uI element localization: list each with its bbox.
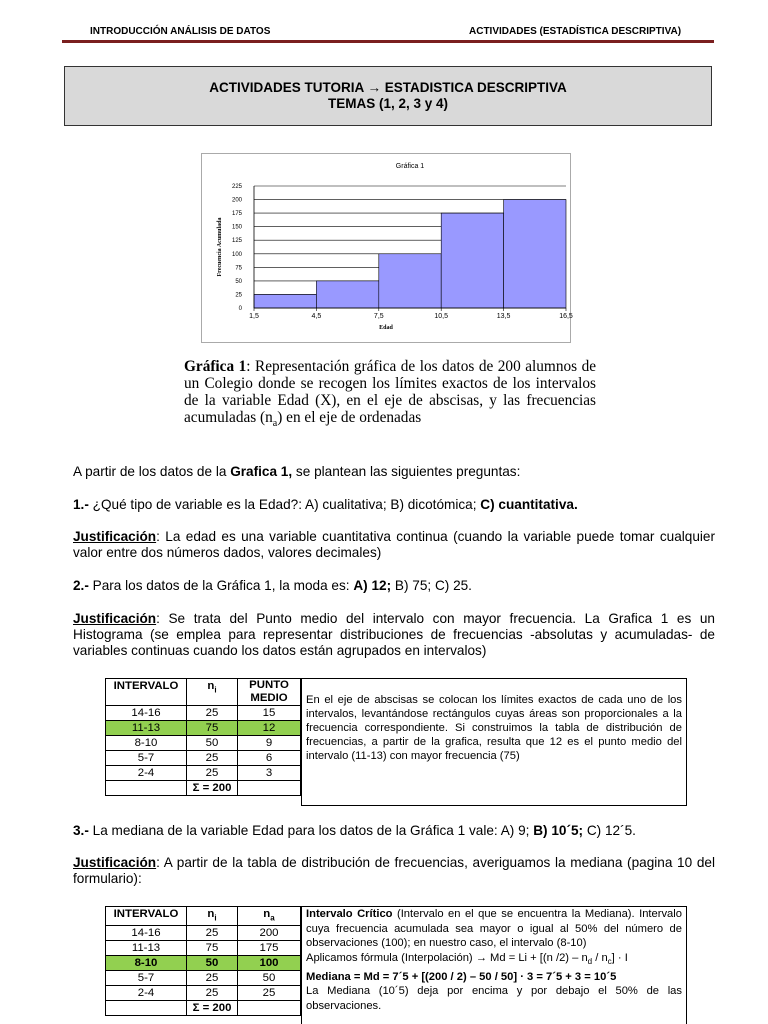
note-critical-interval bbox=[306, 907, 682, 951]
table-row bbox=[106, 926, 301, 941]
j3-label: Justificación bbox=[73, 855, 157, 870]
q3-text: La mediana de la variable Edad para los datos de la Gráfica 1 vale: A) 9; bbox=[88, 823, 534, 838]
chart-frame bbox=[201, 153, 571, 343]
header-na-label: n bbox=[263, 908, 271, 920]
cell: 100 bbox=[238, 956, 301, 971]
cell: 6 bbox=[238, 751, 301, 766]
cell-empty bbox=[238, 1001, 301, 1016]
cell: 25 bbox=[187, 766, 238, 781]
x-tick-label: 16,5 bbox=[559, 313, 573, 320]
justification-1 bbox=[73, 529, 715, 561]
question-3 bbox=[73, 823, 715, 839]
q3-answer: B) 10´5; bbox=[533, 823, 584, 838]
cell-empty bbox=[238, 781, 301, 796]
x-tick-label: 4,5 bbox=[311, 313, 322, 320]
cell: 8-10 bbox=[106, 956, 187, 971]
cell: 15 bbox=[238, 706, 301, 721]
y-tick-label: 100 bbox=[231, 251, 242, 258]
histogram-bar bbox=[316, 281, 378, 308]
intro-paragraph bbox=[73, 464, 715, 480]
caption-label: Gráfica 1 bbox=[184, 358, 247, 375]
chart-title: Gráfica 1 bbox=[395, 163, 425, 170]
cell: 25 bbox=[187, 971, 238, 986]
table-row bbox=[106, 986, 301, 1001]
cell: 2-4 bbox=[106, 766, 187, 781]
table-total-row bbox=[106, 1001, 301, 1016]
table-row bbox=[106, 971, 301, 986]
cell: 25 bbox=[187, 751, 238, 766]
cell: 8-10 bbox=[106, 736, 187, 751]
cell: 200 bbox=[238, 926, 301, 941]
histogram-bar bbox=[254, 294, 316, 308]
q2-answer: A) 12; bbox=[353, 578, 392, 593]
q3-number: 3.- bbox=[73, 823, 89, 838]
y-tick-label: 50 bbox=[235, 278, 242, 285]
question-1 bbox=[73, 497, 715, 513]
total-cell: Σ = 200 bbox=[187, 1001, 238, 1016]
table-row bbox=[106, 766, 301, 781]
header-right: ACTIVIDADES (ESTADÍSTICA DESCRIPTIVA) bbox=[469, 26, 682, 37]
cell: 25 bbox=[187, 706, 238, 721]
cell: 50 bbox=[238, 971, 301, 986]
note-conclusion: La Mediana (10´5) deja por encima y por debajo el 50% de las observaciones. bbox=[306, 985, 682, 1012]
header-na bbox=[238, 907, 301, 926]
caption-sub: a bbox=[272, 418, 278, 430]
cell: 175 bbox=[238, 941, 301, 956]
table-row bbox=[106, 941, 301, 956]
y-tick-label: 150 bbox=[231, 224, 242, 231]
cell-empty bbox=[106, 781, 187, 796]
cell: 14-16 bbox=[106, 926, 187, 941]
cell: 5-7 bbox=[106, 971, 187, 986]
x-tick-label: 7,5 bbox=[373, 313, 384, 320]
intro-bold: Grafica 1, bbox=[230, 464, 293, 479]
y-tick-label: 225 bbox=[231, 184, 242, 190]
note-sub-c: c bbox=[607, 957, 612, 967]
table-row-highlight bbox=[106, 721, 301, 736]
y-tick-label: 25 bbox=[235, 292, 242, 299]
q2-rest: B) 75; C) 25. bbox=[391, 578, 472, 593]
y-tick-label: 125 bbox=[231, 238, 242, 245]
x-axis-label: Edad bbox=[379, 325, 393, 331]
header-ni-label: n bbox=[207, 908, 215, 920]
y-tick-label: 175 bbox=[231, 211, 242, 218]
note-text-2-end: ] · I bbox=[611, 951, 628, 964]
q1-text: ¿Qué tipo de variable es la Edad?: A) cualitativa; B) dicotómica; bbox=[88, 497, 481, 512]
q2-text: Para los datos de la Gráfica 1, la moda es: bbox=[88, 578, 354, 593]
table-row bbox=[106, 706, 301, 721]
note-median-result bbox=[306, 970, 682, 985]
note-formula bbox=[306, 951, 682, 970]
note-sub-d: d bbox=[587, 957, 593, 967]
header-ni bbox=[187, 907, 238, 926]
header-ni-sub: i bbox=[214, 685, 217, 695]
header-intervalo: INTERVALO bbox=[106, 679, 187, 706]
j1-text: : La edad es una variable cuantitativa continua (cuando la variable puede tomar cualquier valor entre dos números dados, valores decimales) bbox=[73, 529, 715, 560]
cell: 50 bbox=[187, 736, 238, 751]
title-box bbox=[64, 66, 712, 126]
q2-number: 2.- bbox=[73, 578, 89, 593]
header-na-sub: a bbox=[270, 913, 275, 923]
table-row-highlight bbox=[106, 956, 301, 971]
cell: 25 bbox=[187, 986, 238, 1001]
title-line-2: TEMAS (1, 2, 3 y 4) bbox=[327, 96, 449, 111]
cell: 25 bbox=[238, 986, 301, 1001]
j1-label: Justificación bbox=[73, 529, 157, 544]
justification-3 bbox=[73, 855, 715, 887]
histogram-bar bbox=[441, 213, 503, 308]
table-total-row bbox=[106, 781, 301, 796]
note-text-1: (Intervalo en el que se encuentra la Mediana). Intervalo cuya frecuencia acumulada sea mayor o igual al 50% del número de observaciones (100); en nuestro caso, el intervalo (8-10) bbox=[306, 908, 682, 950]
cell: 5-7 bbox=[106, 751, 187, 766]
cell: 2-4 bbox=[106, 986, 187, 1001]
cell-empty bbox=[106, 1001, 187, 1016]
q1-number: 1.- bbox=[73, 497, 89, 512]
cell: 11-13 bbox=[106, 941, 187, 956]
j2-text: : Se trata del Punto medio del intervalo con mayor frecuencia. La Grafica 1 es un Histograma (se emplea para representar distribuciones de frecuencias -absolutas y acumuladas- de variables continuas cuando los datos están agrupados en intervalos) bbox=[73, 611, 715, 658]
cell: 12 bbox=[238, 721, 301, 736]
header-intervalo: INTERVALO bbox=[106, 907, 187, 926]
note-bold-1: Intervalo Crítico bbox=[306, 908, 393, 920]
cell: 9 bbox=[238, 736, 301, 751]
cell: 50 bbox=[187, 956, 238, 971]
x-tick-label: 10,5 bbox=[434, 313, 449, 320]
cell: 75 bbox=[187, 941, 238, 956]
cell: 3 bbox=[238, 766, 301, 781]
cell: 75 bbox=[187, 721, 238, 736]
cell: 11-13 bbox=[106, 721, 187, 736]
intro-pre: A partir de los datos de la bbox=[73, 464, 231, 479]
histogram-bar bbox=[504, 200, 566, 308]
q3-rest: C) 12´5. bbox=[583, 823, 636, 838]
figure-caption bbox=[184, 358, 596, 432]
histogram-chart bbox=[202, 154, 573, 342]
question-2 bbox=[73, 578, 715, 594]
note-bold-2: Mediana = Md = 7´5 + [(200 / 2) – 50 / 50] · 3 = 7´5 + 3 = 10´5 bbox=[306, 970, 617, 983]
q1-answer: C) cuantitativa. bbox=[480, 497, 578, 512]
table-2-note bbox=[301, 906, 687, 1024]
header-ni-label: n bbox=[207, 680, 215, 692]
j3-text: : A partir de la tabla de distribución de frecuencias, averiguamos la mediana (pagina 10 del formulario): bbox=[73, 855, 715, 886]
header-punto-medio: PUNTO MEDIO bbox=[238, 679, 301, 706]
table-1-note: En el eje de abscisas se colocan los límites exactos de cada uno de los intervalos, levantándose rectángulos cuyas áreas son proporcionales a la frecuencia correspondiente. Si construimos la tabla de distribución de frecuencias, a partir de la grafica, resulta que 12 es el punto medio del intervalo (11-13) con mayor frecuencia (75) bbox=[301, 678, 687, 806]
cell: 14-16 bbox=[106, 706, 187, 721]
histogram-bar bbox=[379, 254, 441, 308]
j2-label: Justificación bbox=[73, 611, 157, 626]
header-ni bbox=[187, 679, 238, 706]
note-text-2: Aplicamos fórmula (Interpolación) → Md = Li + [(n /2) – n bbox=[306, 951, 588, 964]
header-ni-sub: i bbox=[214, 913, 217, 923]
y-axis-label: Frecuencia Acumulada bbox=[217, 217, 223, 277]
header-rule bbox=[62, 40, 714, 43]
caption-text: : Representación gráfica de los datos de 200 alumnos de un Colegio donde se recogen los límites exactos de los intervalos de la variable Edad (X), en el eje de abscisas, y las frecuencias acumuladas (n bbox=[184, 358, 597, 426]
caption-end: ) en el eje de ordenadas bbox=[277, 409, 422, 426]
y-tick-label: 75 bbox=[235, 265, 242, 272]
title-line-1: ACTIVIDADES TUTORIA → ESTADISTICA DESCRIPTIVA bbox=[209, 80, 567, 95]
table-header-row bbox=[106, 907, 301, 926]
cell: 25 bbox=[187, 926, 238, 941]
note-text-2-mid: / n bbox=[592, 951, 608, 964]
table-row bbox=[106, 736, 301, 751]
intro-post: se plantean las siguientes preguntas: bbox=[292, 464, 521, 479]
y-tick-label: 200 bbox=[231, 197, 242, 204]
x-tick-label: 13,5 bbox=[496, 313, 511, 320]
frequency-table-1 bbox=[105, 678, 301, 796]
table-header-row bbox=[106, 679, 301, 706]
x-tick-label: 1,5 bbox=[249, 313, 259, 320]
table-row bbox=[106, 751, 301, 766]
y-tick-label: 0 bbox=[238, 306, 242, 312]
total-cell: Σ = 200 bbox=[187, 781, 238, 796]
header-left: INTRODUCCIÓN ANÁLISIS DE DATOS bbox=[90, 26, 271, 37]
frequency-table-2 bbox=[105, 906, 301, 1016]
justification-2 bbox=[73, 611, 715, 659]
